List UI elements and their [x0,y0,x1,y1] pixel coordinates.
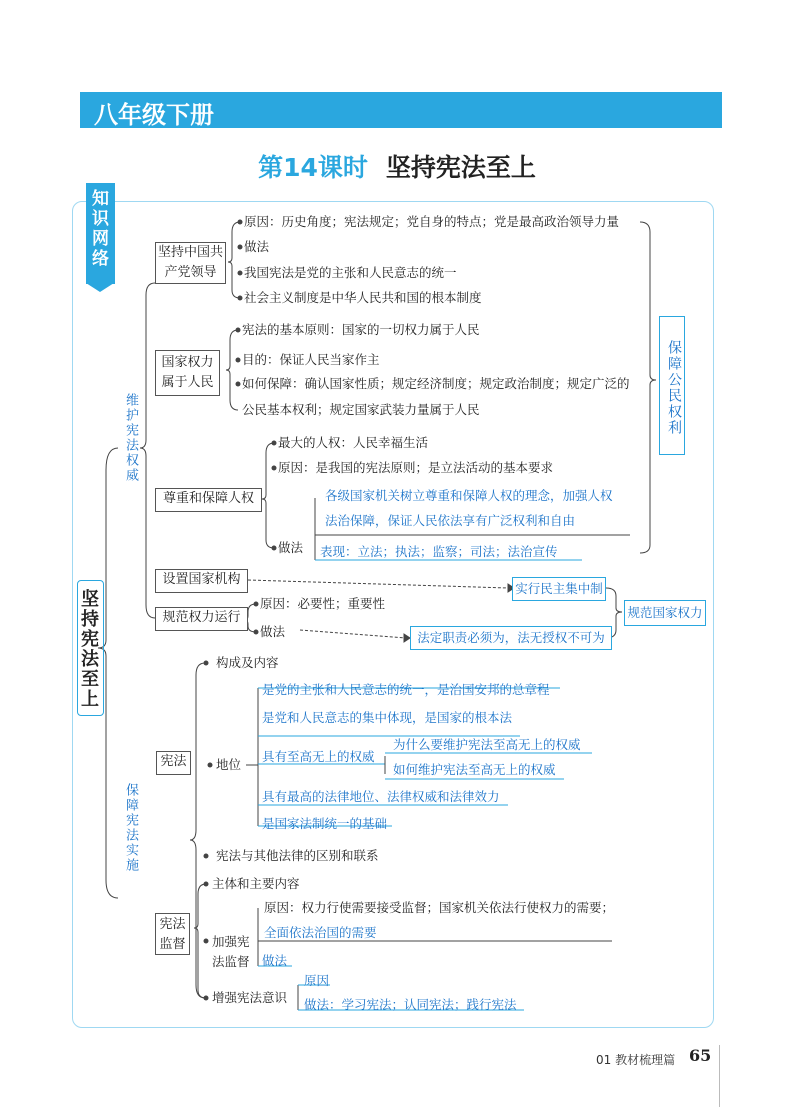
leadership-item: 我国宪法是党的主张和人民意志的统一 [244,265,457,280]
supervision-subject: 主体和主要内容 [212,876,300,891]
constitution-difference: 宪法与其他法律的区别和联系 [216,848,379,863]
node-leadership-label: 坚持中国共产党领导 [157,245,223,280]
power-item: 公民基本权利；规定国家武装力量属于人民 [242,402,480,417]
authority-how: 如何维护宪法至高无上的权威 [393,762,556,777]
node-state-org [155,569,248,593]
footer-section: 01 教材梳理篇 [596,1053,676,1067]
rights-answer: 各级国家机关树立尊重和保障人权的理念，加强人权 [325,488,613,503]
node-supervision-label: 宪法监督 [159,917,186,952]
guarantee-rights-box [659,316,685,455]
strengthen-reason: 原因：权力行使需要接受监督；国家机关依法行使权力的需要； [264,900,615,915]
strengthen-reason-2: 全面依法治国的需要 [264,925,377,940]
node-constitution [156,751,191,775]
status-answer: 是国家法制统一的基础 [262,816,388,831]
leadership-item: 原因：历史角度；宪法规定；党自身的特点；党是最高政治领导力量 [244,214,620,229]
leadership-item: 社会主义制度是中华人民共和国的根本制度 [244,290,482,305]
node-constitution-label: 宪法 [160,754,187,769]
node-leadership [155,242,226,284]
rights-answer: 法治保障，保证人民依法享有广泛权利和自由 [325,513,576,528]
node-power-run-label: 规范权力运行 [162,610,241,625]
constitution-status: 地位 [216,757,242,772]
footer-divider [719,1045,720,1107]
awareness-reason: 原因 [304,973,330,988]
regulate-power-label: 规范国家权力 [627,605,703,620]
rights-item: 原因：是我国的宪法原则；是立法活动的基本要求 [278,460,554,475]
awareness-method: 做法：学习宪法；认同宪法；践行宪法 [304,997,517,1012]
guarantee-rights-label: 保障公民权利 [666,339,682,436]
section-ensure-label: 保障宪法实施 [123,783,138,873]
run-item: 原因：必要性；重要性 [260,596,386,611]
supervision-awareness: 增强宪法意识 [212,990,288,1005]
tab-label: 知识网络 [92,189,109,269]
status-answer: 具有至高无上的权威 [262,749,375,764]
power-item: 宪法的基本原则：国家的一切权力属于人民 [242,322,480,337]
root-label: 坚持宪法至上 [78,589,99,709]
rights-answer: 表现：立法；执法；监察；司法；法治宣传 [320,544,558,559]
strengthen-method: 做法 [262,953,288,968]
section-maintain [120,393,140,523]
status-answer: 是党的主张和人民意志的统一，是治国安邦的总章程 [262,682,550,697]
power-item: 目的：保证人民当家作主 [242,352,380,367]
authority-why: 为什么要维护宪法至高无上的权威 [393,737,581,752]
root-node [77,580,104,716]
section-ensure [120,783,140,913]
power-item: 如何保障：确认国家性质；规定经济制度；规定政治制度；规定广泛的 [242,376,630,391]
status-answer: 具有最高的法律地位、法律权威和法律效力 [262,789,500,804]
centralism-box [512,577,606,601]
constitution-composition: 构成及内容 [216,655,279,670]
supervision-strengthen: 加强宪法监督 [212,934,250,969]
centralism-label: 实行民主集中制 [515,581,603,596]
rights-item: 最大的人权：人民幸福生活 [278,435,429,450]
lesson-name: 坚持宪法至上 [385,153,536,182]
duty-power-label: 法定职责必须为，法无授权不可为 [417,630,605,645]
status-answer: 是党和人民意志的集中体现，是国家的根本法 [262,710,513,725]
node-human-rights [155,488,262,512]
node-power-people-label: 国家权力属于人民 [161,355,214,390]
node-state-org-label: 设置国家机构 [162,572,241,587]
node-supervision [155,913,190,955]
node-human-rights-label: 尊重和保障人权 [162,491,254,506]
regulate-power-box [624,600,706,626]
duty-power-box [410,626,612,650]
page-number: 65 [689,1046,712,1065]
rights-item: 做法 [278,540,304,555]
lesson-number: 第14课时 [258,153,368,182]
section-maintain-label: 维护宪法权威 [123,393,138,483]
grade-label: 八年级下册 [94,101,214,129]
node-power-run [155,607,248,631]
run-item: 做法 [260,624,286,639]
node-power-people [155,350,220,396]
leadership-item: 做法 [244,239,270,254]
